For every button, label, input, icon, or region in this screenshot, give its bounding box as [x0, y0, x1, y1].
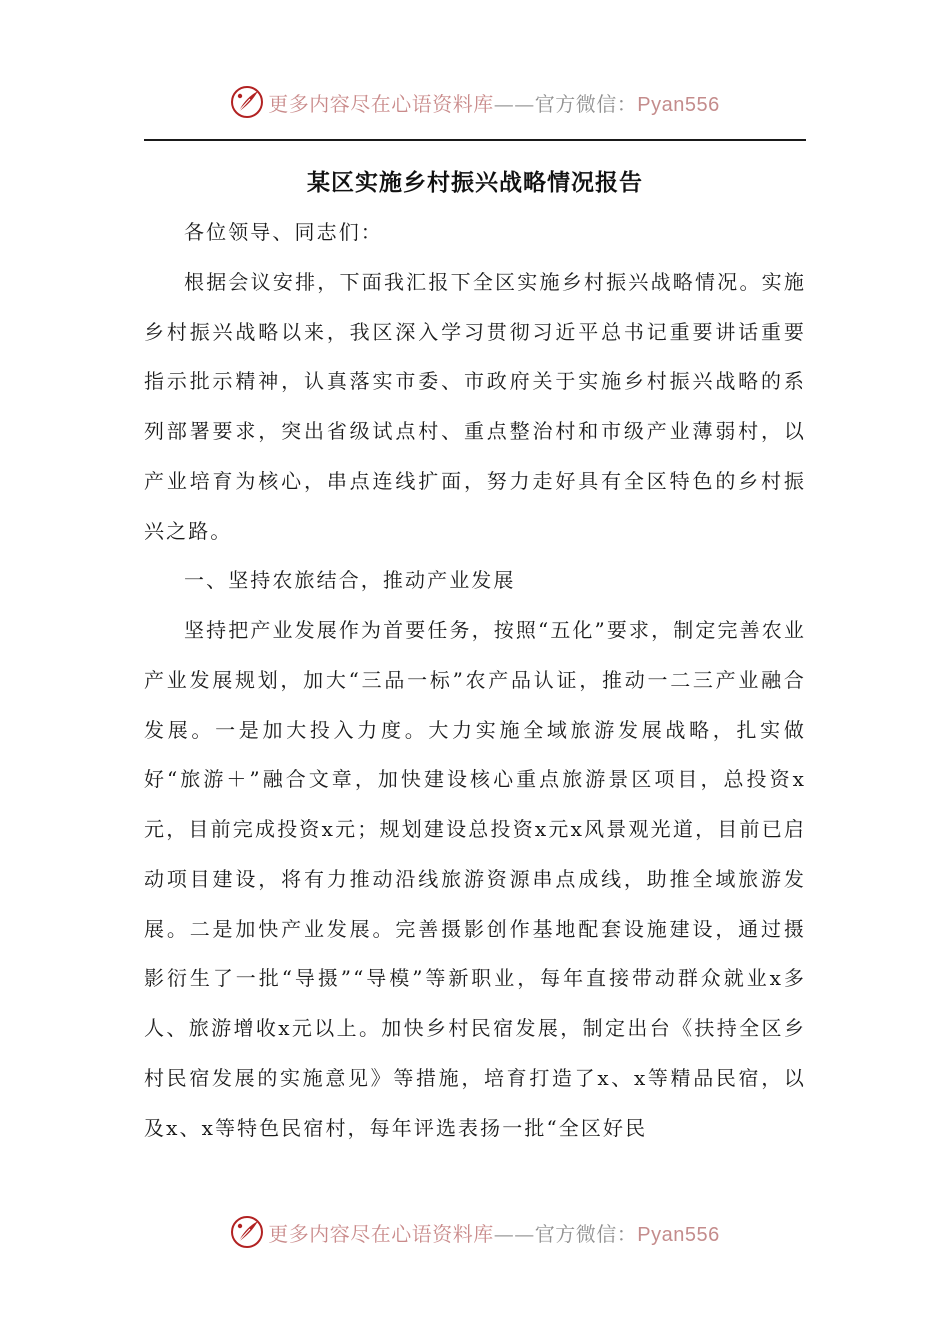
document-title: 某区实施乡村振兴战略情况报告 [307, 169, 643, 196]
watermark-wechat-id: Pyan556 [637, 1223, 720, 1246]
watermark-wechat-label: 官方微信： [534, 91, 638, 116]
watermark-site: 更多内容尽在心语资料库 [268, 91, 494, 116]
quill-logo-icon [230, 1215, 264, 1249]
body-paragraph: 坚持把产业发展作为首要任务，按照“五化”要求，制定完善农业产业发展规划，加大“三品一标”农产品认证，推动一二三产业融合发展。一是加大投入力度。大力实施全域旅游发展战略，扎实做好“旅游＋”融合文章，加快建设核心重点旅游景区项目，总投资x元，目前完成投资x元；规划建设总投资x元x风景观光道，目前已启动项目建设，将有力推动沿线旅游资源串点成线，助推全域旅游发展。二是加快产业发展。完善摄影创作基地配套设施建设，通过摄影衍生了一批“导摄”“导模”等新职业，每年直接带动群众就业x多人、旅游增收x元以上。加快乡村民宿发展，制定出台《扶持全区乡村民宿发展的实施意见》等措施，培育打造了x、x等精品民宿，以及x、x等特色民宿村，每年评选表扬一批“全区好民 [144, 618, 806, 1140]
watermark-wechat-label: 官方微信： [534, 1221, 638, 1246]
watermark-separator: —— [493, 1221, 535, 1246]
watermark-text [268, 1218, 719, 1247]
watermark-separator: —— [493, 91, 535, 116]
header-divider [144, 139, 806, 141]
document-body [144, 208, 806, 1153]
section-heading: 一、坚持农旅结合，推动产业发展 [184, 568, 516, 593]
salutation: 各位领导、同志们： [184, 220, 383, 244]
watermark-site: 更多内容尽在心语资料库 [268, 1221, 494, 1246]
header-watermark-banner [0, 82, 950, 122]
quill-logo-icon [230, 85, 264, 119]
body-paragraph: 根据会议安排，下面我汇报下全区实施乡村振兴战略情况。实施乡村振兴战略以来，我区深入学习贯彻习近平总书记重要讲话重要指示批示精神，认真落实市委、市政府关于实施乡村振兴战略的系列部署要求，突出省级试点村、重点整治村和市级产业薄弱村，以产业培育为核心，串点连线扩面，努力走好具有全区特色的乡村振兴之路。 [144, 269, 806, 543]
watermark-wechat-id: Pyan556 [637, 93, 720, 116]
footer-watermark-banner [0, 1212, 950, 1252]
watermark-text [268, 88, 719, 117]
